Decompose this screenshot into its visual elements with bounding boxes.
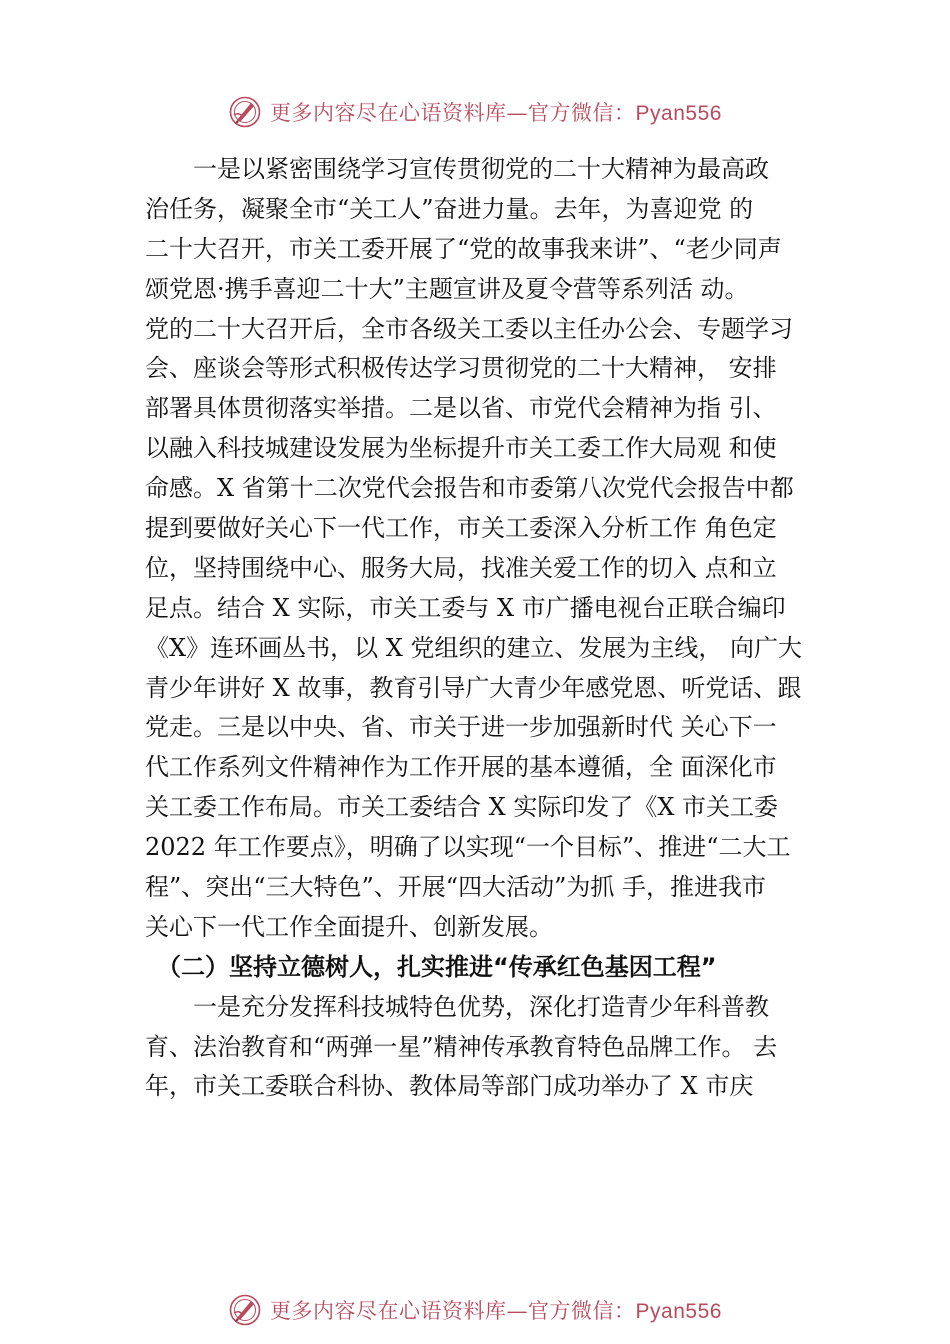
section-heading bbox=[145, 948, 835, 988]
text-line: 以融入科技城建设发展为坐标提升市关工委工作大局观 和使 bbox=[145, 434, 777, 463]
text-line: 程”、突出“三大特色”、开展“四大活动”为抓 手，推进我市 bbox=[145, 873, 766, 902]
heading-line: （二）坚持立德树人，扎实推进“传承红色基因工程” bbox=[145, 952, 717, 981]
watermark-banner-bottom[interactable] bbox=[0, 1290, 950, 1330]
text-line: 育、法治教育和“两弹一星”精神传承教育特色品牌工作。 去 bbox=[145, 1032, 778, 1061]
pen-seal-logo-icon bbox=[228, 95, 262, 129]
text-line: 党走。三是以中央、省、市关于进一步加强新时代 关心下一 bbox=[145, 713, 777, 742]
text-line: 关工委工作布局。市关工委结合 X 实际印发了《X 市关工委 bbox=[145, 793, 779, 822]
paragraph-2 bbox=[145, 988, 835, 1108]
text-line: 二十大召开，市关工委开展了“党的故事我来讲”、“老少同声 bbox=[145, 234, 782, 263]
text-line: 颂党恩·携手喜迎二十大”主题宣讲及夏令营等系列活 动。 bbox=[145, 274, 749, 303]
text-line: 足点。结合 X 实际，市关工委与 X 市广播电视台正联合编印 bbox=[145, 593, 786, 622]
text-line: 命感。X 省第十二次党代会报告和市委第八次党代会报告中都 bbox=[145, 474, 794, 503]
banner-handle: Pyan556 bbox=[635, 102, 722, 125]
text-line: 一是充分发挥科技城特色优势，深化打造青少年科普教 bbox=[145, 992, 769, 1021]
text-line: 《X》连环画丛书，以 X 党组织的建立、发展为主线， 向广大 bbox=[145, 633, 803, 662]
text-line: 青少年讲好 X 故事，教育引导广大青少年感党恩、听党话、跟 bbox=[145, 673, 802, 702]
text-line: 部署具体贯彻落实举措。二是以省、市党代会精神为指 引、 bbox=[145, 394, 777, 423]
banner-handle: Pyan556 bbox=[635, 1300, 722, 1323]
banner-text: 更多内容尽在心语资料库—官方微信： bbox=[270, 101, 636, 125]
paragraph-1 bbox=[145, 150, 835, 948]
text-line: 提到要做好关心下一代工作，市关工委深入分析工作 角色定 bbox=[145, 514, 777, 543]
text-line: 位，坚持围绕中心、服务大局，找准关爱工作的切入 点和立 bbox=[145, 553, 777, 582]
document-body bbox=[145, 150, 835, 1107]
text-line: 2022 年工作要点》，明确了以实现“一个目标”、推进“二大工 bbox=[145, 833, 791, 862]
text-line: 代工作系列文件精神作为工作开展的基本遵循，全 面深化市 bbox=[145, 753, 777, 782]
text-line: 年，市关工委联合科协、教体局等部门成功举办了 X 市庆 bbox=[145, 1072, 754, 1101]
text-line: 关心下一代工作全面提升、创新发展。 bbox=[145, 912, 553, 941]
text-line: 会、座谈会等形式积极传达学习贯彻党的二十大精神， 安排 bbox=[145, 354, 777, 383]
text-line: 党的二十大召开后，全市各级关工委以主任办公会、专题学习 bbox=[145, 314, 793, 343]
text-line: 治任务，凝聚全市“关工人”奋进力量。去年，为喜迎党 的 bbox=[145, 194, 754, 223]
watermark-banner-top[interactable] bbox=[0, 92, 950, 132]
banner-text: 更多内容尽在心语资料库—官方微信： bbox=[270, 1299, 636, 1323]
pen-seal-logo-icon bbox=[228, 1293, 262, 1327]
text-line: 一是以紧密围绕学习宣传贯彻党的二十大精神为最高政 bbox=[145, 155, 769, 183]
